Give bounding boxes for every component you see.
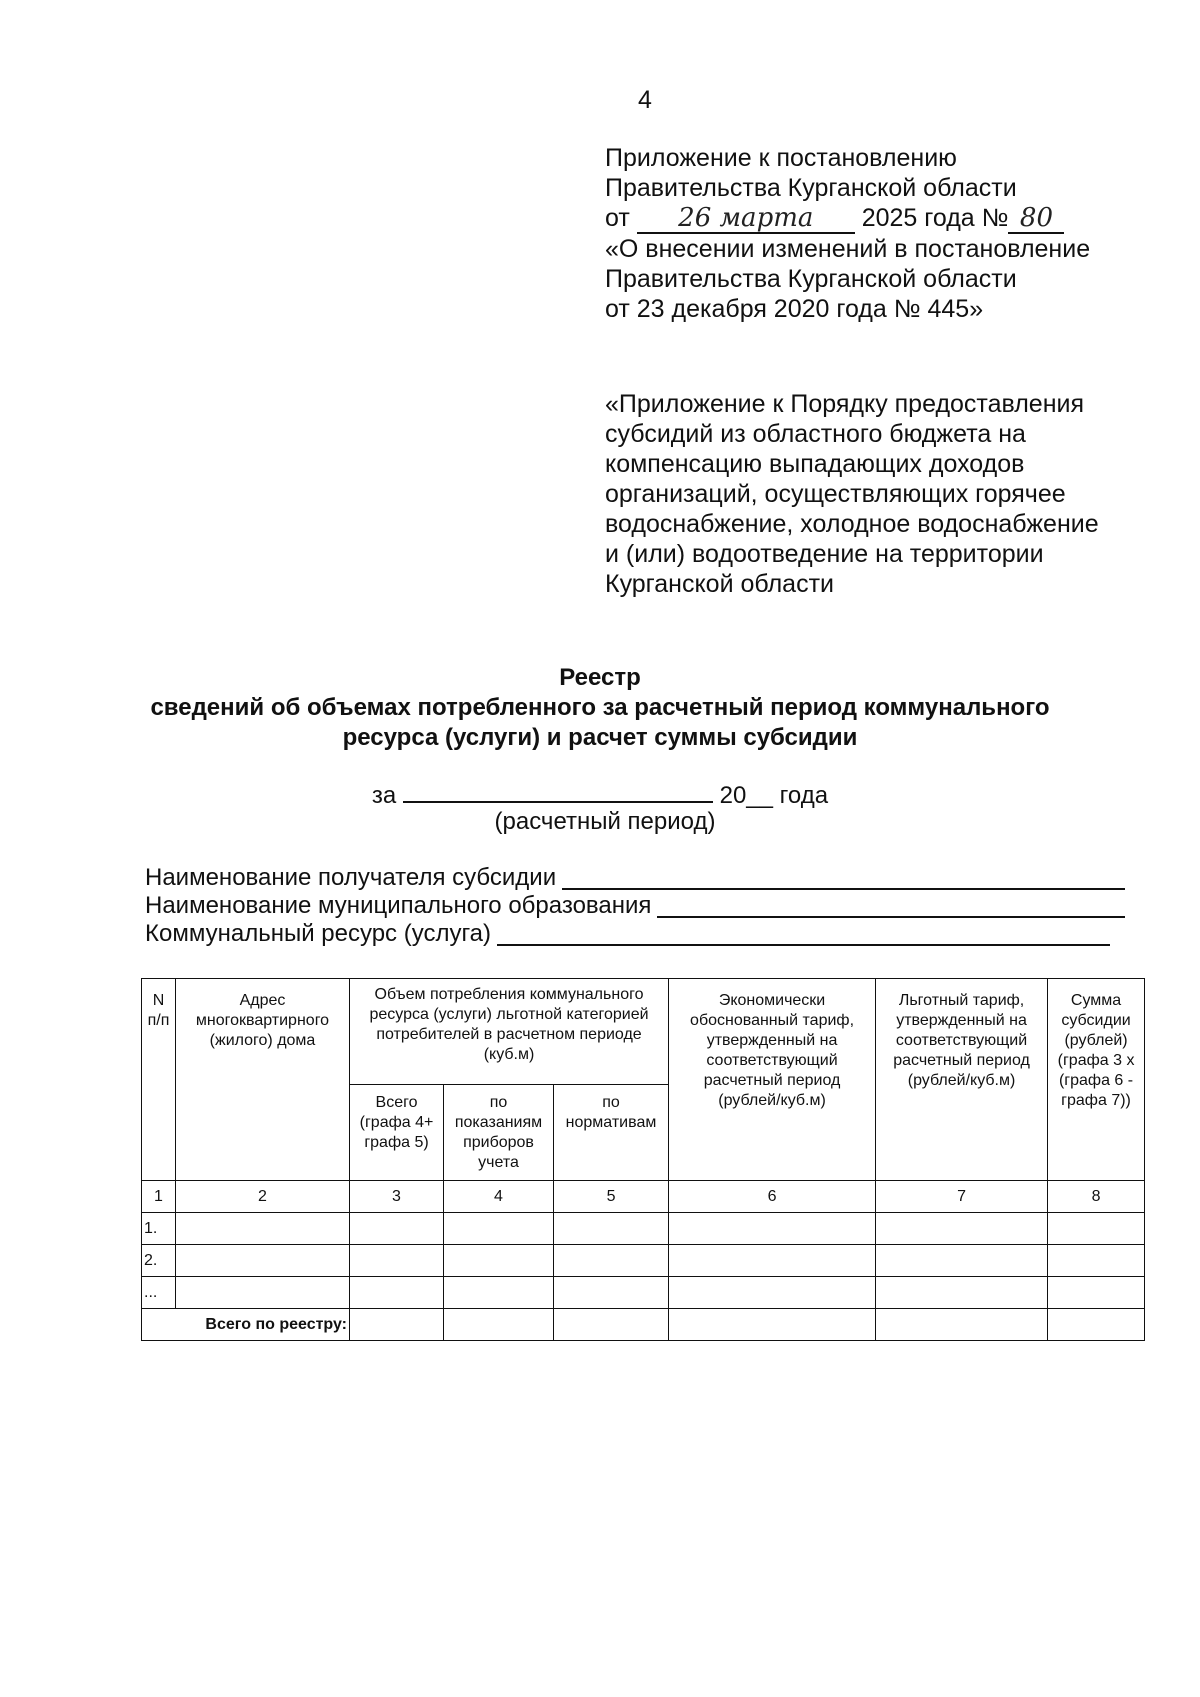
appendix-line-4: «О внесении изменений в постановление bbox=[605, 235, 1091, 263]
table-cell[interactable] bbox=[1048, 1309, 1145, 1341]
table-cell[interactable] bbox=[444, 1309, 554, 1341]
field-resource bbox=[145, 920, 1110, 948]
field-label: Наименование получателя субсидии bbox=[145, 864, 557, 891]
header-col-1: N п/п bbox=[142, 979, 176, 1181]
table-cell[interactable] bbox=[1048, 1213, 1145, 1245]
column-number: 5 bbox=[554, 1181, 669, 1213]
table-cell[interactable] bbox=[554, 1309, 669, 1341]
table-cell[interactable] bbox=[554, 1213, 669, 1245]
total-row bbox=[142, 1309, 1145, 1341]
table-cell[interactable] bbox=[876, 1277, 1048, 1309]
header-row-1 bbox=[142, 979, 1145, 1085]
title-registry: Реестр bbox=[559, 664, 641, 691]
order-line-4: организаций, осуществляющих горячее bbox=[605, 480, 1066, 508]
appendix-line-2: Правительства Курганской области bbox=[605, 174, 1017, 202]
handwritten-date: 26 марта bbox=[637, 204, 855, 234]
order-appendix bbox=[605, 389, 1185, 599]
table-cell[interactable] bbox=[669, 1245, 876, 1277]
appendix-line-1: Приложение к постановлению bbox=[605, 144, 957, 172]
table-cell[interactable] bbox=[444, 1213, 554, 1245]
handwritten-number: 80 bbox=[1008, 204, 1064, 234]
column-number: 1 bbox=[142, 1181, 176, 1213]
period-prefix: за bbox=[371, 782, 397, 809]
header-group-volume: Объем потребления коммунального ресурса (услуги) льготной категорией потребителей в расчетном периоде (куб.м) bbox=[350, 979, 669, 1085]
column-number: 7 bbox=[876, 1181, 1048, 1213]
header-col-2: Адрес многоквартирного (жилого) дома bbox=[176, 979, 350, 1181]
table-cell[interactable] bbox=[176, 1277, 350, 1309]
appendix-date-line bbox=[605, 203, 1185, 234]
field-recipient bbox=[145, 864, 1125, 892]
total-label: Всего по реестру: bbox=[142, 1309, 350, 1341]
field-label: Наименование муниципального образования bbox=[145, 892, 652, 919]
table-cell[interactable] bbox=[350, 1213, 444, 1245]
table-cell[interactable] bbox=[444, 1245, 554, 1277]
field-blank[interactable] bbox=[657, 892, 1125, 918]
column-number-row bbox=[142, 1181, 1145, 1213]
page-number: 4 bbox=[638, 86, 652, 114]
table-cell[interactable] bbox=[554, 1277, 669, 1309]
period-blank bbox=[403, 777, 713, 803]
row-number: 2. bbox=[142, 1245, 176, 1277]
header-col-6: Экономически обоснованный тариф, утвержденный на соответствующий расчетный период (рублей/куб.м) bbox=[669, 979, 876, 1181]
form-fields bbox=[145, 864, 1135, 948]
table-cell[interactable] bbox=[669, 1309, 876, 1341]
order-line-6: и (или) водоотведение на территории bbox=[605, 540, 1044, 568]
order-line-3: компенсацию выпадающих доходов bbox=[605, 450, 1025, 478]
column-number: 8 bbox=[1048, 1181, 1145, 1213]
table-row bbox=[142, 1277, 1145, 1309]
title-line-3: ресурса (услуги) и расчет суммы субсидии bbox=[342, 724, 858, 751]
order-line-7: Курганской области bbox=[605, 570, 835, 598]
table-cell[interactable] bbox=[669, 1213, 876, 1245]
appendix-header bbox=[605, 143, 1185, 324]
appendix-line-6: от 23 декабря 2020 года № 445» bbox=[605, 295, 984, 323]
table-cell[interactable] bbox=[876, 1245, 1048, 1277]
table-cell[interactable] bbox=[444, 1277, 554, 1309]
table-cell[interactable] bbox=[176, 1213, 350, 1245]
column-number: 3 bbox=[350, 1181, 444, 1213]
column-number: 2 bbox=[176, 1181, 350, 1213]
table-row bbox=[142, 1245, 1145, 1277]
registry-table bbox=[141, 978, 1145, 1341]
column-number: 6 bbox=[669, 1181, 876, 1213]
table-cell[interactable] bbox=[350, 1245, 444, 1277]
row-number: 1. bbox=[142, 1213, 176, 1245]
table-cell[interactable] bbox=[669, 1277, 876, 1309]
field-blank[interactable] bbox=[497, 920, 1110, 946]
header-col-8: Сумма субсидии (рублей) (графа 3 х (графа 6 - графа 7)) bbox=[1048, 979, 1145, 1181]
order-line-1: «Приложение к Порядку предоставления bbox=[605, 390, 1085, 418]
period-caption: (расчетный период) bbox=[494, 808, 716, 835]
table-cell[interactable] bbox=[350, 1277, 444, 1309]
column-number: 4 bbox=[444, 1181, 554, 1213]
row-number: ... bbox=[142, 1277, 176, 1309]
table-cell[interactable] bbox=[876, 1213, 1048, 1245]
field-label: Коммунальный ресурс (услуга) bbox=[145, 920, 492, 947]
header-col-4: по показаниям приборов учета bbox=[444, 1085, 554, 1181]
appendix-line-5: Правительства Курганской области bbox=[605, 265, 1017, 293]
date-prefix: от bbox=[605, 204, 630, 232]
title-line-2: сведений об объемах потребленного за расчетный период коммунального bbox=[150, 694, 1050, 721]
order-line-2: субсидий из областного бюджета на bbox=[605, 420, 1026, 448]
table-cell[interactable] bbox=[554, 1245, 669, 1277]
table-cell[interactable] bbox=[176, 1245, 350, 1277]
period-year: 20__ года bbox=[719, 782, 829, 809]
header-col-5: по нормативам bbox=[554, 1085, 669, 1181]
order-line-5: водоснабжение, холодное водоснабжение bbox=[605, 510, 1099, 538]
header-col-3: Всего (графа 4+ графа 5) bbox=[350, 1085, 444, 1181]
field-municipality bbox=[145, 892, 1125, 920]
field-blank[interactable] bbox=[562, 864, 1125, 890]
table-cell[interactable] bbox=[1048, 1277, 1145, 1309]
table-cell[interactable] bbox=[350, 1309, 444, 1341]
table-row bbox=[142, 1213, 1145, 1245]
table-cell[interactable] bbox=[1048, 1245, 1145, 1277]
period-line bbox=[0, 777, 1200, 811]
table-cell[interactable] bbox=[876, 1309, 1048, 1341]
year-text: 2025 года № bbox=[861, 204, 1009, 232]
header-col-7: Льготный тариф, утвержденный на соответствующий расчетный период (рублей/куб.м) bbox=[876, 979, 1048, 1181]
